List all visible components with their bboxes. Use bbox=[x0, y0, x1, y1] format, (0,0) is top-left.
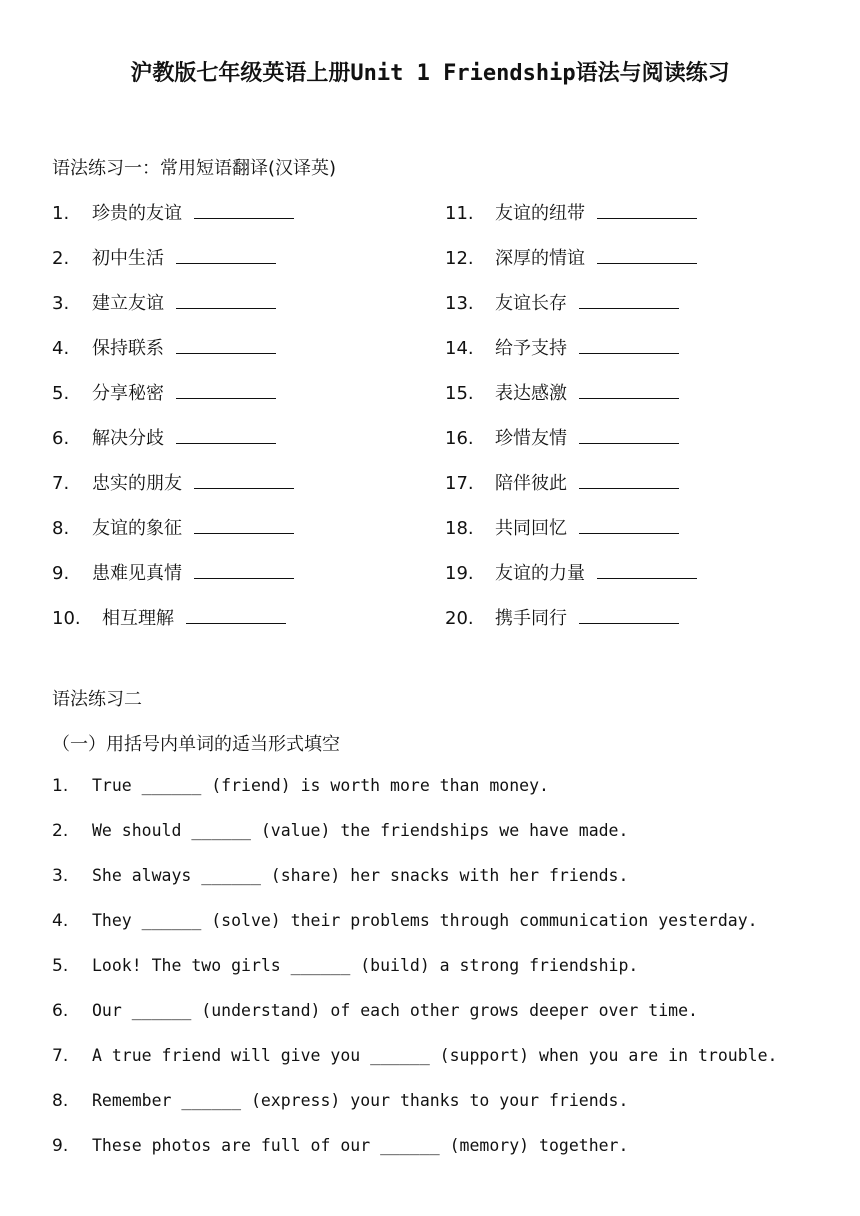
item-number: 13. bbox=[445, 293, 474, 314]
item-number: 18. bbox=[445, 518, 474, 539]
sentence-text[interactable]: She always ______ (share) her snacks with her friends. bbox=[92, 866, 629, 885]
sentence-item bbox=[52, 821, 628, 841]
sentence-text[interactable]: True ______ (friend) is worth more than money. bbox=[92, 776, 549, 795]
phrase-item bbox=[52, 199, 294, 225]
phrase-item bbox=[445, 289, 679, 315]
section2-subheading: （一）用括号内单词的适当形式填空 bbox=[52, 734, 340, 755]
phrase-text: 保持联系 bbox=[92, 338, 164, 359]
sentence-text[interactable]: Our ______ (understand) of each other grows deeper over time. bbox=[92, 1001, 698, 1020]
answer-blank[interactable] bbox=[579, 397, 679, 399]
item-number: 20. bbox=[445, 608, 474, 629]
phrase-text: 友谊长存 bbox=[495, 293, 567, 314]
phrase-item bbox=[445, 469, 679, 495]
answer-blank[interactable] bbox=[597, 262, 697, 264]
phrase-text: 友谊的纽带 bbox=[495, 203, 585, 224]
phrase-item bbox=[445, 334, 679, 360]
item-number: 16. bbox=[445, 428, 474, 449]
item-number: 5. bbox=[52, 383, 70, 404]
item-number: 2. bbox=[52, 248, 70, 269]
sentence-item bbox=[52, 1001, 698, 1021]
phrase-item bbox=[445, 604, 679, 630]
phrase-item bbox=[445, 199, 697, 225]
sentence-text[interactable]: A true friend will give you ______ (support) when you are in trouble. bbox=[92, 1046, 778, 1065]
phrase-item bbox=[445, 244, 697, 270]
section2-heading: 语法练习二 bbox=[52, 689, 142, 710]
phrase-text: 分享秘密 bbox=[92, 383, 164, 404]
phrase-text: 初中生活 bbox=[92, 248, 164, 269]
item-number: 7. bbox=[52, 473, 70, 494]
item-number: 3. bbox=[52, 866, 69, 886]
answer-blank[interactable] bbox=[176, 397, 276, 399]
phrase-text: 解决分歧 bbox=[92, 428, 164, 449]
page-title: 沪教版七年级英语上册Unit 1 Friendship语法与阅读练习 bbox=[130, 61, 730, 86]
phrase-text: 共同回忆 bbox=[495, 518, 567, 539]
sentence-item bbox=[52, 911, 758, 931]
phrase-text: 陪伴彼此 bbox=[495, 473, 567, 494]
sentence-item bbox=[52, 1136, 628, 1156]
item-number: 15. bbox=[445, 383, 474, 404]
sentence-text[interactable]: These photos are full of our ______ (memory) together. bbox=[92, 1136, 629, 1155]
answer-blank[interactable] bbox=[176, 307, 276, 309]
phrase-text: 相互理解 bbox=[102, 608, 174, 629]
phrase-item bbox=[52, 514, 294, 540]
item-number: 9. bbox=[52, 563, 70, 584]
phrase-item bbox=[52, 604, 286, 630]
item-number: 7. bbox=[52, 1046, 69, 1066]
item-number: 6. bbox=[52, 1001, 69, 1021]
answer-blank[interactable] bbox=[194, 577, 294, 579]
answer-blank[interactable] bbox=[579, 532, 679, 534]
sentence-text[interactable]: We should ______ (value) the friendships we have made. bbox=[92, 821, 629, 840]
phrase-text: 深厚的情谊 bbox=[495, 248, 585, 269]
phrase-item bbox=[52, 424, 276, 450]
phrase-item bbox=[445, 424, 679, 450]
phrase-text: 珍惜友情 bbox=[495, 428, 567, 449]
answer-blank[interactable] bbox=[579, 307, 679, 309]
phrase-item bbox=[445, 514, 679, 540]
phrase-item bbox=[52, 469, 294, 495]
item-number: 19. bbox=[445, 563, 474, 584]
phrase-text: 给予支持 bbox=[495, 338, 567, 359]
phrase-item bbox=[52, 334, 276, 360]
item-number: 9. bbox=[52, 1136, 69, 1156]
item-number: 1. bbox=[52, 776, 69, 796]
answer-blank[interactable] bbox=[176, 352, 276, 354]
phrase-text: 珍贵的友谊 bbox=[92, 203, 182, 224]
answer-blank[interactable] bbox=[186, 622, 286, 624]
phrase-item bbox=[445, 559, 697, 585]
phrase-text: 友谊的力量 bbox=[495, 563, 585, 584]
phrase-item bbox=[445, 379, 679, 405]
phrase-item bbox=[52, 379, 276, 405]
phrase-text: 友谊的象征 bbox=[92, 518, 182, 539]
answer-blank[interactable] bbox=[176, 442, 276, 444]
phrase-item bbox=[52, 559, 294, 585]
item-number: 3. bbox=[52, 293, 70, 314]
answer-blank[interactable] bbox=[194, 217, 294, 219]
sentence-text[interactable]: They ______ (solve) their problems through communication yesterday. bbox=[92, 911, 758, 930]
sentence-item bbox=[52, 1091, 628, 1111]
phrase-text: 携手同行 bbox=[495, 608, 567, 629]
sentence-text[interactable]: Look! The two girls ______ (build) a strong friendship. bbox=[92, 956, 639, 975]
item-number: 4. bbox=[52, 911, 69, 931]
answer-blank[interactable] bbox=[579, 622, 679, 624]
answer-blank[interactable] bbox=[579, 442, 679, 444]
answer-blank[interactable] bbox=[579, 352, 679, 354]
answer-blank[interactable] bbox=[597, 217, 697, 219]
answer-blank[interactable] bbox=[579, 487, 679, 489]
phrase-text: 忠实的朋友 bbox=[92, 473, 182, 494]
sentence-item bbox=[52, 1046, 777, 1066]
sentence-item bbox=[52, 776, 549, 796]
item-number: 2. bbox=[52, 821, 69, 841]
phrase-item bbox=[52, 289, 276, 315]
sentence-text[interactable]: Remember ______ (express) your thanks to your friends. bbox=[92, 1091, 629, 1110]
answer-blank[interactable] bbox=[597, 577, 697, 579]
phrase-text: 建立友谊 bbox=[92, 293, 164, 314]
phrase-item bbox=[52, 244, 276, 270]
item-number: 4. bbox=[52, 338, 70, 359]
item-number: 8. bbox=[52, 518, 70, 539]
item-number: 12. bbox=[445, 248, 474, 269]
item-number: 10. bbox=[52, 608, 81, 629]
item-number: 5. bbox=[52, 956, 69, 976]
item-number: 1. bbox=[52, 203, 70, 224]
item-number: 6. bbox=[52, 428, 70, 449]
sentence-item bbox=[52, 956, 638, 976]
item-number: 14. bbox=[445, 338, 474, 359]
answer-blank[interactable] bbox=[194, 487, 294, 489]
phrase-text: 表达感激 bbox=[495, 383, 567, 404]
phrase-text: 患难见真情 bbox=[92, 563, 182, 584]
section1-heading: 语法练习一：常用短语翻译(汉译英) bbox=[52, 158, 337, 179]
item-number: 17. bbox=[445, 473, 474, 494]
item-number: 11. bbox=[445, 203, 474, 224]
sentence-item bbox=[52, 866, 628, 886]
item-number: 8. bbox=[52, 1091, 69, 1111]
answer-blank[interactable] bbox=[176, 262, 276, 264]
answer-blank[interactable] bbox=[194, 532, 294, 534]
